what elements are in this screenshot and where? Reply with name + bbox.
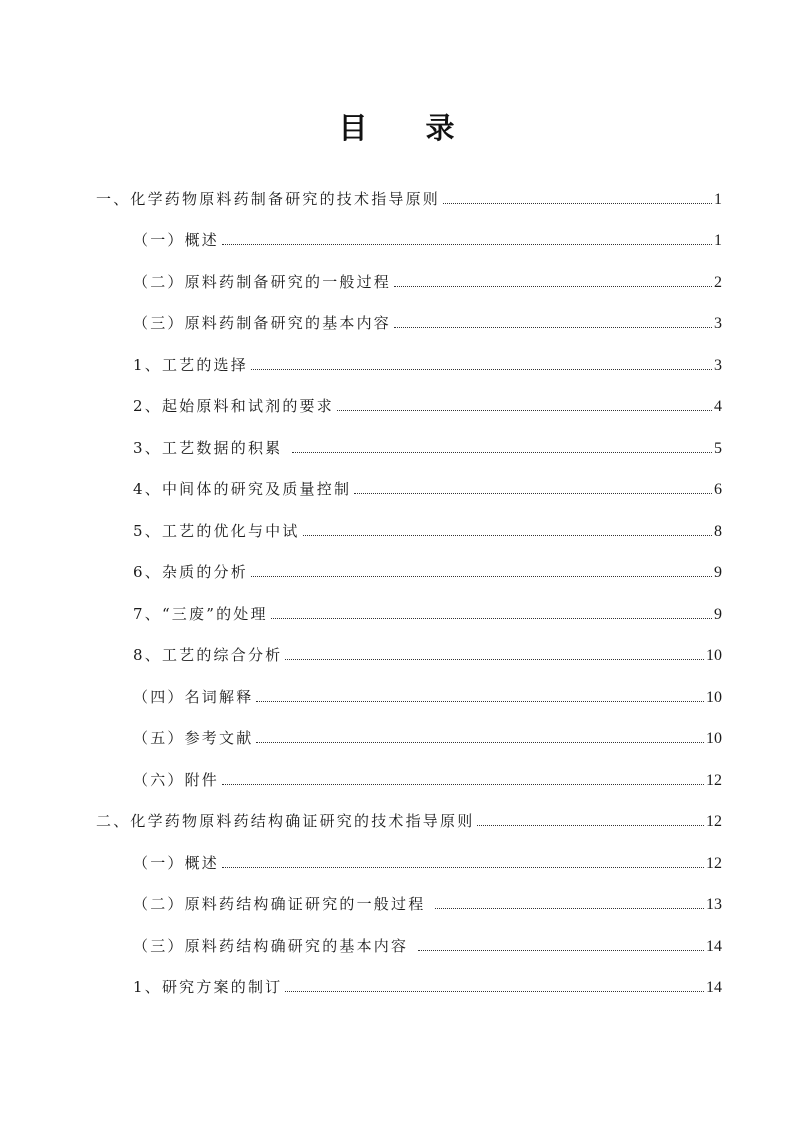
toc-leader-dots xyxy=(303,535,712,536)
toc-entry[interactable] xyxy=(133,603,722,627)
toc-leader-dots xyxy=(443,203,712,204)
toc-entry-label: （一）概述 xyxy=(133,231,220,249)
toc-leader-dots xyxy=(435,908,704,909)
toc-entry-label: 二、化学药物原料药结构确证研究的技术指导原则 xyxy=(96,812,475,830)
toc-leader-dots xyxy=(251,369,712,370)
toc-entry-page: 3 xyxy=(714,315,722,332)
toc-leader-dots xyxy=(394,286,712,287)
toc-entry[interactable] xyxy=(133,893,722,917)
toc-leader-dots xyxy=(337,410,712,411)
toc-leader-dots xyxy=(222,244,712,245)
toc-entry-label: （一）概述 xyxy=(133,854,220,872)
toc-entry-page: 10 xyxy=(706,647,722,664)
toc-entry[interactable] xyxy=(133,644,722,668)
toc-leader-dots xyxy=(271,618,712,619)
toc-entry[interactable] xyxy=(96,810,722,834)
toc-entry-label: （五）参考文献 xyxy=(133,729,254,747)
toc-leader-dots xyxy=(222,784,704,785)
toc-entry-page: 14 xyxy=(706,979,722,996)
toc-entry-label: （二）原料药制备研究的一般过程 xyxy=(133,273,392,291)
toc-entry-label: 2、起始原料和试剂的要求 xyxy=(133,397,334,415)
toc-entry-page: 14 xyxy=(706,938,722,955)
toc-entry[interactable] xyxy=(133,229,722,253)
toc-leader-dots xyxy=(394,327,712,328)
toc-entry-page: 3 xyxy=(714,357,722,374)
toc-entry[interactable] xyxy=(96,188,722,212)
toc-entry[interactable] xyxy=(133,686,722,710)
toc-entry-page: 4 xyxy=(714,398,722,415)
toc-entry-page: 9 xyxy=(714,606,722,623)
toc-leader-dots xyxy=(285,991,704,992)
toc-entry-label: （三）原料药结构确研究的基本内容 xyxy=(133,937,416,955)
toc-entry-label: 1、工艺的选择 xyxy=(133,356,248,374)
toc-entry[interactable] xyxy=(133,561,722,585)
toc-entry-page: 12 xyxy=(706,855,722,872)
toc-entry-label: 4、中间体的研究及质量控制 xyxy=(133,480,352,498)
toc-entry-label: 8、工艺的综合分析 xyxy=(133,646,283,664)
toc-leader-dots xyxy=(256,701,704,702)
toc-entry[interactable] xyxy=(133,437,722,461)
toc-entry[interactable] xyxy=(133,395,722,419)
toc-entry-page: 2 xyxy=(714,274,722,291)
toc-entry-page: 12 xyxy=(706,772,722,789)
toc-entry-label: （二）原料药结构确证研究的一般过程 xyxy=(133,895,433,913)
toc-entry[interactable] xyxy=(133,312,722,336)
toc-entry[interactable] xyxy=(133,478,722,502)
toc-entry[interactable] xyxy=(133,976,722,1000)
toc-entry-label: （六）附件 xyxy=(133,771,220,789)
toc-entry-page: 9 xyxy=(714,564,722,581)
toc-entry[interactable] xyxy=(133,520,722,544)
toc-entry[interactable] xyxy=(133,935,722,959)
page-title: 目录 xyxy=(338,111,513,145)
toc-entry-label: 6、杂质的分析 xyxy=(133,563,248,581)
toc-leader-dots xyxy=(256,742,704,743)
toc-leader-dots xyxy=(292,452,712,453)
toc-entry-label: 一、化学药物原料药制备研究的技术指导原则 xyxy=(96,190,441,208)
toc-entry-label: （三）原料药制备研究的基本内容 xyxy=(133,314,392,332)
toc-entry-label: 5、工艺的优化与中试 xyxy=(133,522,300,540)
toc-leader-dots xyxy=(354,493,712,494)
toc-entry-page: 8 xyxy=(714,523,722,540)
toc-entry-page: 13 xyxy=(706,896,722,913)
toc-entry-label: 7、“三废”的处理 xyxy=(133,605,268,623)
toc-entry[interactable] xyxy=(133,769,722,793)
toc-entry-page: 1 xyxy=(714,232,722,249)
toc-leader-dots xyxy=(222,867,704,868)
toc-leader-dots xyxy=(251,576,712,577)
toc-leader-dots xyxy=(477,825,704,826)
toc-entry-page: 10 xyxy=(706,689,722,706)
toc-entry[interactable] xyxy=(133,727,722,751)
toc-entry[interactable] xyxy=(133,354,722,378)
toc-entry[interactable] xyxy=(133,271,722,295)
toc-entry-page: 5 xyxy=(714,440,722,457)
toc-entry-label: （四）名词解释 xyxy=(133,688,254,706)
toc-leader-dots xyxy=(418,950,704,951)
toc-entry-page: 10 xyxy=(706,730,722,747)
toc-entry[interactable] xyxy=(133,852,722,876)
toc-entry-page: 1 xyxy=(714,191,722,208)
toc-entry-page: 12 xyxy=(706,813,722,830)
toc-entry-label: 3、工艺数据的积累 xyxy=(133,439,290,457)
toc-leader-dots xyxy=(285,659,704,660)
toc-entry-page: 6 xyxy=(714,481,722,498)
toc-entry-label: 1、研究方案的制订 xyxy=(133,978,283,996)
